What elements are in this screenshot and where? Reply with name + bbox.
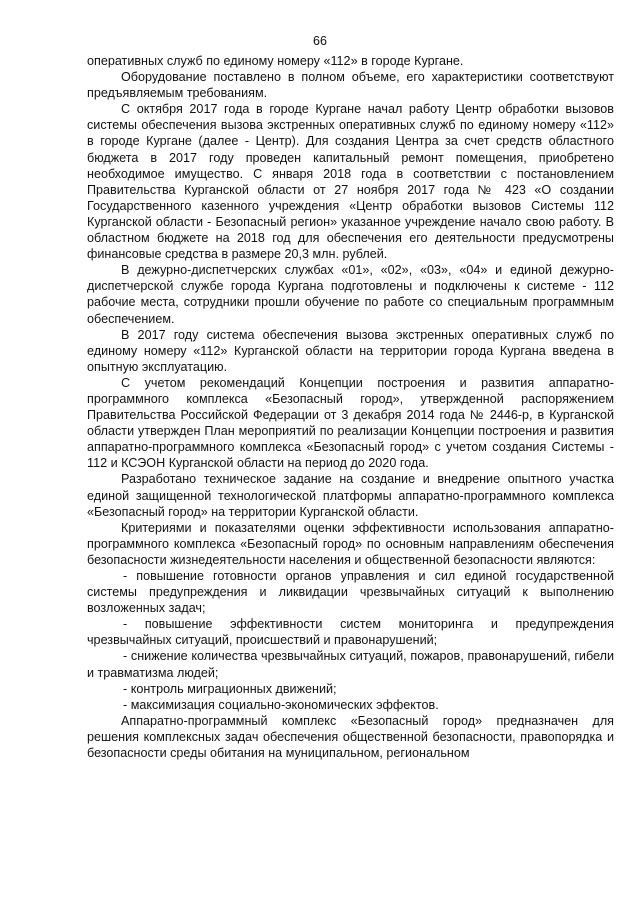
paragraph: Аппаратно-программный комплекс «Безопасный город» предназначен для решения комплексных задач обеспечения общественной безопасности, правопорядка и безопасности среды обитания на муниципальном, региональном: [87, 713, 614, 761]
paragraph: Разработано техническое задание на создание и внедрение опытного участка единой защищенной технологической платформы аппаратно-программного комплекса «Безопасный город» на территории Курганской области.: [87, 472, 614, 519]
paragraph: В дежурно-диспетчерских службах «01», «02», «03», «04» и единой дежурно-диспетчерской службе города Кургана подготовлены и подключены к системе - 112 рабочие места, сотрудники прошли обучение по работе со специальным программным обеспечением.: [87, 263, 614, 326]
list-item: - снижение количества чрезвычайных ситуаций, пожаров, правонарушений, гибели и травматизма людей;: [87, 649, 614, 680]
document-body: [87, 53, 614, 761]
list-item: - повышение эффективности систем мониторинга и предупреждения чрезвычайных ситуаций, происшествий и правонарушений;: [87, 617, 614, 648]
paragraph: С учетом рекомендаций Концепции построения и развития аппаратно-программного комплекса «Безопасный город», утвержденной распоряжением Правительства Российской Федерации от 3 декабря 2014 года № 2446-р, в Курганской области утвержден План мероприятий по реализации Концепции построения и развития аппаратно-программного комплекса «Безопасный город» с учетом создания Системы - 112 и КСЭОН Курганской области на период до 2020 года.: [87, 375, 614, 471]
paragraph: Оборудование поставлено в полном объеме, его характеристики соответствуют предъявляемым требованиям.: [87, 70, 614, 101]
paragraph: С октября 2017 года в городе Кургане начал работу Центр обработки вызовов системы обеспечения вызова экстренных оперативных служб по единому номеру «112» в городе Кургане (далее - Центр). Для создания Центра за счет средств областного бюджета в 2017 году проведен капитальный ремонт помещения, приобретено необходимое имущество. С января 2018 года в соответствии с постановлением Правительства Курганской области от 27 ноября 2017 года № 423 «О создании Государственного казенного учреждения «Центр обработки вызовов Системы 112 Курганской области - Безопасный регион» указанное учреждение начало свою работу. В областном бюджете на 2018 год для обеспечения его деятельности предусмотрены финансовые средства в размере 20,3 млн. рублей.: [87, 102, 614, 262]
list-item: - максимизация социально-экономических эффектов.: [123, 697, 439, 712]
list-item: - контроль миграционных движений;: [123, 681, 337, 696]
paragraph: Критериями и показателями оценки эффективности использования аппаратно-программного комплекса «Безопасный город» по основным направлениям обеспечения безопасности жизнедеятельности населения и общественной безопасности являются:: [87, 520, 614, 567]
page-number: 66: [313, 34, 327, 48]
paragraph: В 2017 году система обеспечения вызова экстренных оперативных служб по единому номеру «112» Курганской области на территории города Кургана введена в опытную эксплуатацию.: [87, 327, 614, 374]
paragraph: оперативных служб по единому номеру «112» в городе Кургане.: [87, 54, 464, 68]
list-item: - повышение готовности органов управления и сил единой государственной системы предупреждения и ликвидации чрезвычайных ситуаций к выполнению возложенных задач;: [87, 569, 614, 616]
